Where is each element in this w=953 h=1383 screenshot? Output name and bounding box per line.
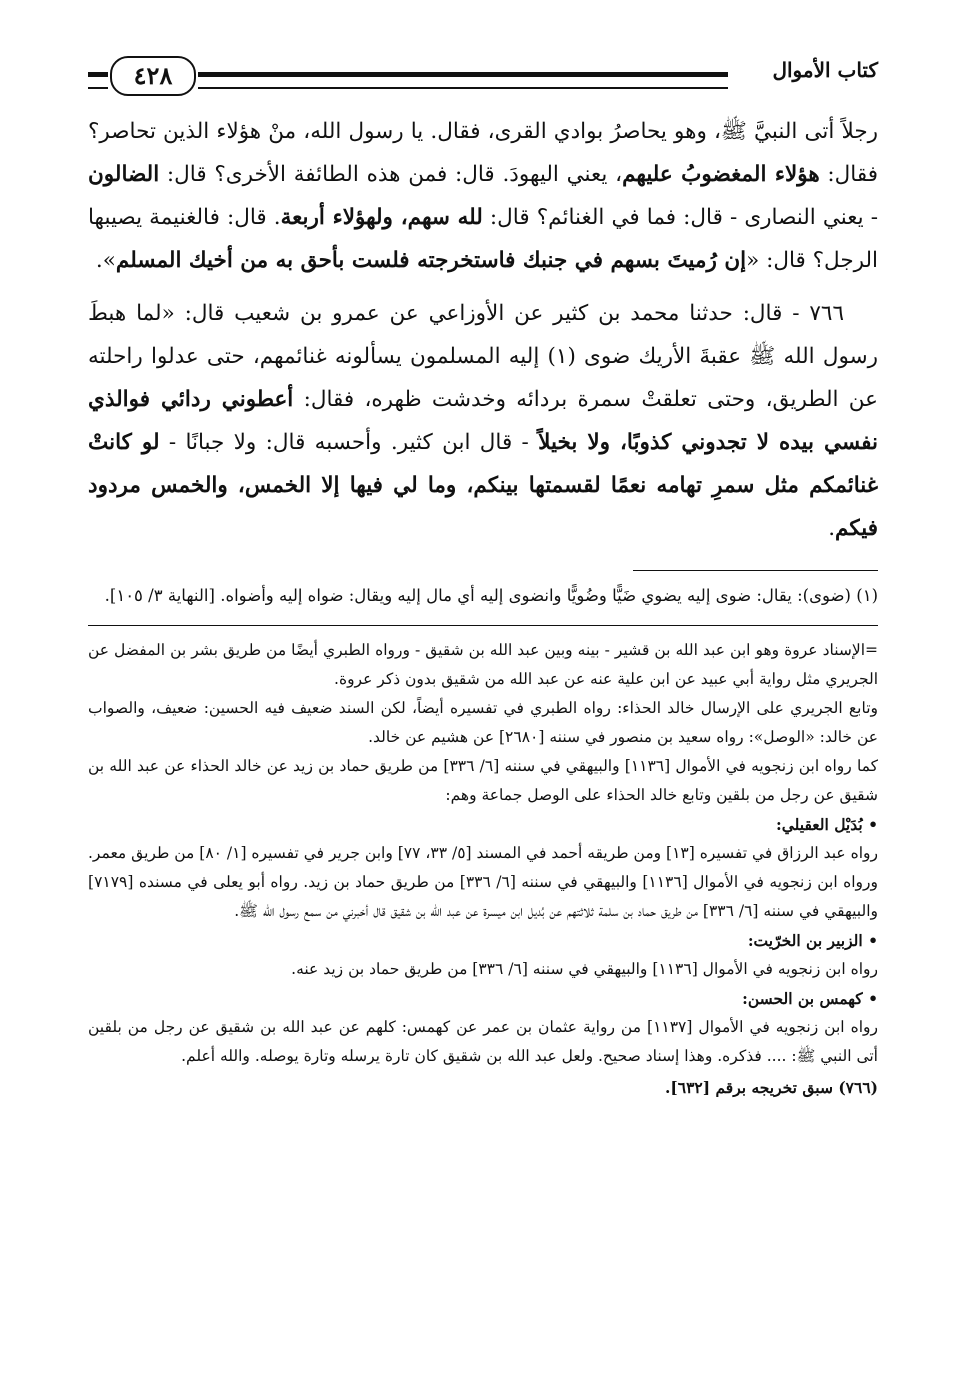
- note-paragraph: رواه ابن زنجويه في الأموال [١١٣٦] والبيهقي في سننه [٦/ ٣٣٦] من طريق حماد بن زيد عنه.: [291, 960, 878, 978]
- notes-separator: [88, 625, 878, 626]
- note-paragraph: كما رواه ابن زنجويه في الأموال [١١٣٦] والبيهقي في سننه [٦/ ٣٣٦] من طريق حماد بن زيد عن خالد الحذاء عن عبد الله بن شقيق عن رجل من بلقين وتابع خالد الحذاء على الوصل جماعة وهم:: [88, 757, 879, 804]
- text-run: ٧٦٦ - قال: حدثنا محمد بن كثير عن الأوزاعي عن عمرو بن شعيب قال: «لما هبطَ رسول الله ﷺ عقبةَ الأريك ضوى (١) إليه المسلمون يسألونه غنائمهم، حتى عدلوا راحلته عن الطريق، وحتى تعلقتْ سمرة بردائه وخدشت ظهره، فقال:: [88, 301, 879, 412]
- header-rule-end: [88, 72, 108, 89]
- note-subheading: • بُدَيْل العقيلي:: [776, 815, 878, 834]
- bold-run: أعطوني ردائي فوالذي نفسي بيده لا تجدوني كذوبًا، ولا بخيلاً: [88, 387, 878, 455]
- text-run: . قال: فالغنيمة يصيبها الرجل؟ قال: «: [88, 205, 878, 273]
- footnote: (١) (ضوى): يقال: ضوى إليه يضوي ضَيًّا وضُويًّا وانضوى إليه أي مال إليه ويقال: ضواه إليه وأضواه. [النهاية ٣/ ١٠٥].: [104, 586, 878, 605]
- page-header: [88, 50, 878, 98]
- note-paragraph: رواه عبد الرزاق في تفسيره [١٣] ومن طريقه أحمد في المسند [٥/ ٣٣، ٧٧] وابن جرير في تفسيره [١/ ٨٠] من طريق معمر. ورواه ابن زنجويه في الأموال [١١٣٦] والبيهقي في سننه [٦/ ٣٣٦] من طريق حماد بن زيد. رواه أبو يعلى في مسنده [٧١٧٩] والبيهقي في سننه [٦/ ٣٣٦] من طريق حماد بن سلمة ثلاثتهم عن بُديل ابن ميسرة عن عبد الله بن شقيق قال أخبرني من سمع رسول الله ﷺ.: [88, 844, 878, 920]
- paragraph-hadith-765-end: [88, 110, 878, 282]
- bold-run: لو كانتْ غنائمكم مثل سمرِ تهامه نعمًا لقسمتها بينكم، وما لي فيها إلا الخمس، والخمس مردود فيكم: [88, 430, 878, 541]
- takhrij-notes: [88, 636, 878, 1102]
- text-run: ، يعني اليهودَ. قال: فمن هذه الطائفة الأخرى؟ قال:: [159, 162, 623, 187]
- paragraph-hadith-766: [88, 292, 878, 550]
- bold-run: الضالون: [88, 162, 160, 187]
- note-paragraph: =الإسناد عروة وهو ابن عبد الله بن قشير - بينه وبين عبد الله بن شقيق - ورواه الطبري أيضًا من طريق بشر بن المفضل عن الجريري مثل رواية أبي عبيد عن ابن علية عنه عن عبد الله من شقيق بدون ذكر عروة.: [88, 641, 878, 688]
- note-final: (٧٦٦) سبق تخريجه برقم [٦٣٢].: [665, 1078, 878, 1097]
- note-paragraph: رواه ابن زنجويه في الأموال [١١٣٧] من رواية عثمان بن عمر عن كهمس: كلهم عن عبد الله بن شقيق عن رجل من بلقين أتى النبي ﷺ: .... فذكره. وهذا إسناد صحيح. ولعل عبد الله بن شقيق كان تارة يرسله وتارة يوصله. والله أعلم.: [88, 1018, 878, 1065]
- note-paragraph: وتابع الجريري على الإرسال خالد الحذاء: رواه الطبري في تفسيره أيضاً، لكن السند ضعيف فيه الحسين: ضعيف، والصواب عن خالد: «الوصل»: رواه سعيد بن منصور في سننه [٢٦٨٠] عن هشيم عن خالد.: [88, 699, 878, 746]
- text-run: - قال ابن كثير. وأحسبه قال: ولا جبانًا -: [159, 430, 539, 455]
- bold-run: إن رُميتَ بسهم في جنبك فاستخرجته فلست بأحق به من أخيك المسلم: [115, 248, 747, 273]
- book-title: كتاب الأموال: [772, 58, 878, 82]
- text-run: .: [828, 516, 836, 541]
- footnote-rule: [633, 570, 878, 571]
- book-page: [88, 50, 878, 1102]
- main-text: [88, 110, 878, 550]
- text-run: رجلاً أتى النبيَّ ﷺ، وهو يحاصرُ بوادي القرى، فقال. يا رسول الله، منْ هؤلاء الذين تحاصر؟ فقال:: [88, 119, 878, 187]
- bold-run: لله سهم، ولهؤلاء أربعة: [280, 205, 483, 230]
- note-subheading: • الزبير بن الخرّيت:: [747, 931, 878, 950]
- text-run: - يعني النصارى - قال: فما في الغنائم؟ قال:: [482, 205, 879, 230]
- header-rule: [198, 72, 728, 89]
- note-subheading: • كهمس بن الحسن:: [742, 989, 878, 1008]
- text-run: ».: [95, 248, 116, 273]
- page-number: ٤٢٨: [110, 56, 196, 96]
- bold-run: هؤلاء المغضوبُ عليهم: [622, 162, 820, 187]
